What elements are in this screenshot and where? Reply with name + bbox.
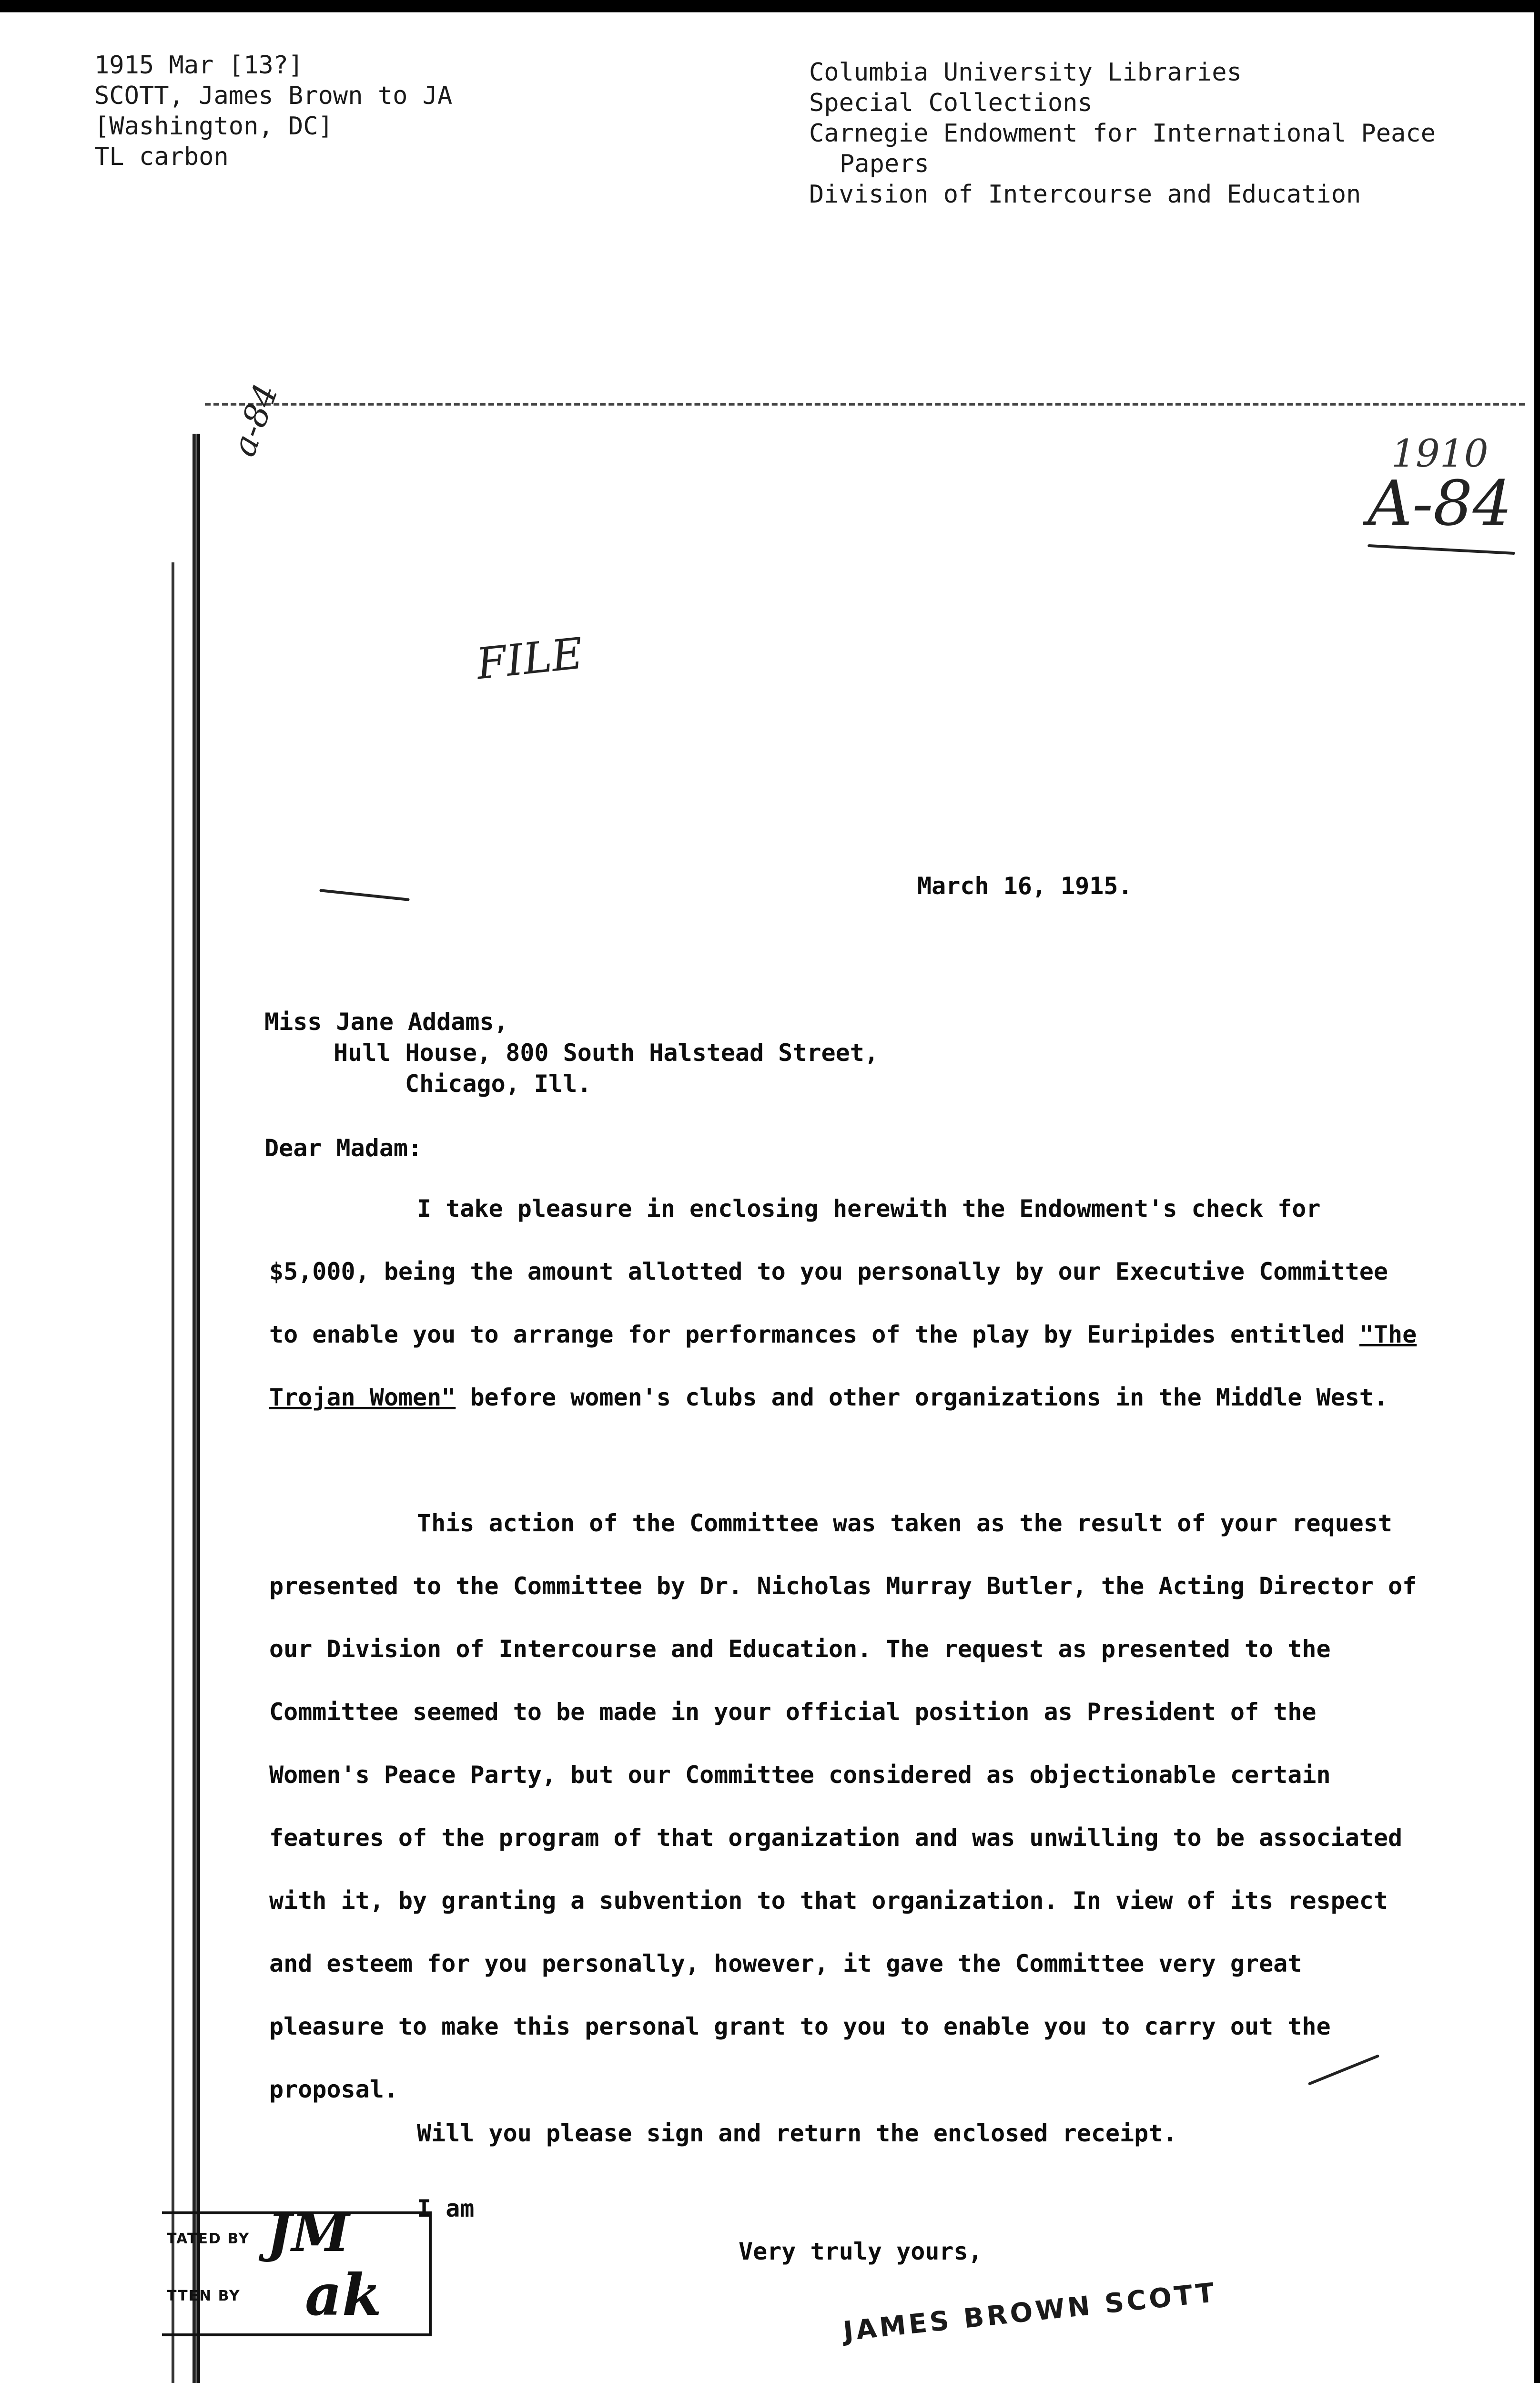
catalog-format: TL carbon (94, 143, 229, 171)
archive-source (809, 57, 1436, 210)
catalog-place: [Washington, DC] (94, 112, 333, 141)
stamp-written-initials: ak (305, 2261, 382, 2329)
signature-stamp: JAMES BROWN SCOTT (841, 2277, 1219, 2347)
closing-line: I am (417, 2195, 475, 2222)
archive-division: Division of Intercourse and Education (809, 180, 1361, 209)
scan-edge-right (1534, 0, 1540, 2383)
letter-top-edge (205, 403, 1525, 408)
recipient-name: Miss Jane Addams, (264, 1008, 508, 1036)
handwritten-folder-code: A-84 (1368, 467, 1512, 540)
stamp-dictated-label: TATED BY (167, 2230, 250, 2247)
archive-fonds: Carnegie Endowment for International Peace (809, 119, 1436, 148)
archive-library: Columbia University Libraries (809, 58, 1242, 87)
catalog-citation (94, 50, 452, 172)
play-title: "The Trojan Women" (269, 1321, 1417, 1411)
salutation: Dear Madam: (264, 1134, 423, 1162)
body-paragraph-3: Will you please sign and return the enclosed receipt. (417, 2119, 1177, 2147)
recipient-city: Chicago, Ill. (405, 1070, 592, 1098)
closing-valediction: Very truly yours, (739, 2238, 983, 2265)
body-paragraph-1 (269, 1177, 1422, 1429)
paragraph-1-text-end: before women's clubs and other organizations in the Middle West. (456, 1384, 1388, 1411)
archive-fonds-cont: Papers (840, 150, 929, 178)
recipient-address: Hull House, 800 South Halstead Street, (334, 1039, 879, 1067)
catalog-date: 1915 Mar [13?] (94, 51, 304, 80)
handwritten-underline (1368, 544, 1515, 555)
handwritten-file-mark: FILE (474, 628, 586, 690)
letter-left-edge (192, 434, 200, 2383)
catalog-correspondents: SCOTT, James Brown to JA (94, 81, 453, 110)
letter-left-edge-shadow (172, 562, 174, 2383)
archive-collection: Special Collections (809, 89, 1093, 117)
handwritten-number-top: 1910 (1391, 431, 1489, 476)
pen-stroke-mark (319, 889, 410, 901)
paragraph-1-text: I take pleasure in enclosing herewith the Endowment's check for $5,000, being the amount allotted to you personally by our Executive Committee to enable you to arrange for performances of the play by Euripides entitled (269, 1195, 1388, 1348)
stamp-dictated-initials: JM (267, 2202, 350, 2263)
stamp-written-label: TTEN BY (167, 2288, 241, 2304)
body-paragraph-2: This action of the Committee was taken as the result of your request presented to the Committee by Dr. Nicholas Murray Butler, the Acting Director of our Division of Intercourse and Education. The request as presented to the Committee seemed to be made in your official position as President of the Women's Peace Party, but our Committee considered as objectionable certain features of the program of that organization and was unwilling to be associated with it, by granting a subvention to that organization. In view of its respect and esteem for you personally, however, it gave the Committee very great pleasure to make this personal grant to you to enable you to carry out the proposal. (269, 1509, 1417, 2103)
handwritten-corner-note: a-84 (224, 378, 286, 462)
scan-edge-top (0, 0, 1540, 12)
letter-date: March 16, 1915. (917, 872, 1133, 900)
